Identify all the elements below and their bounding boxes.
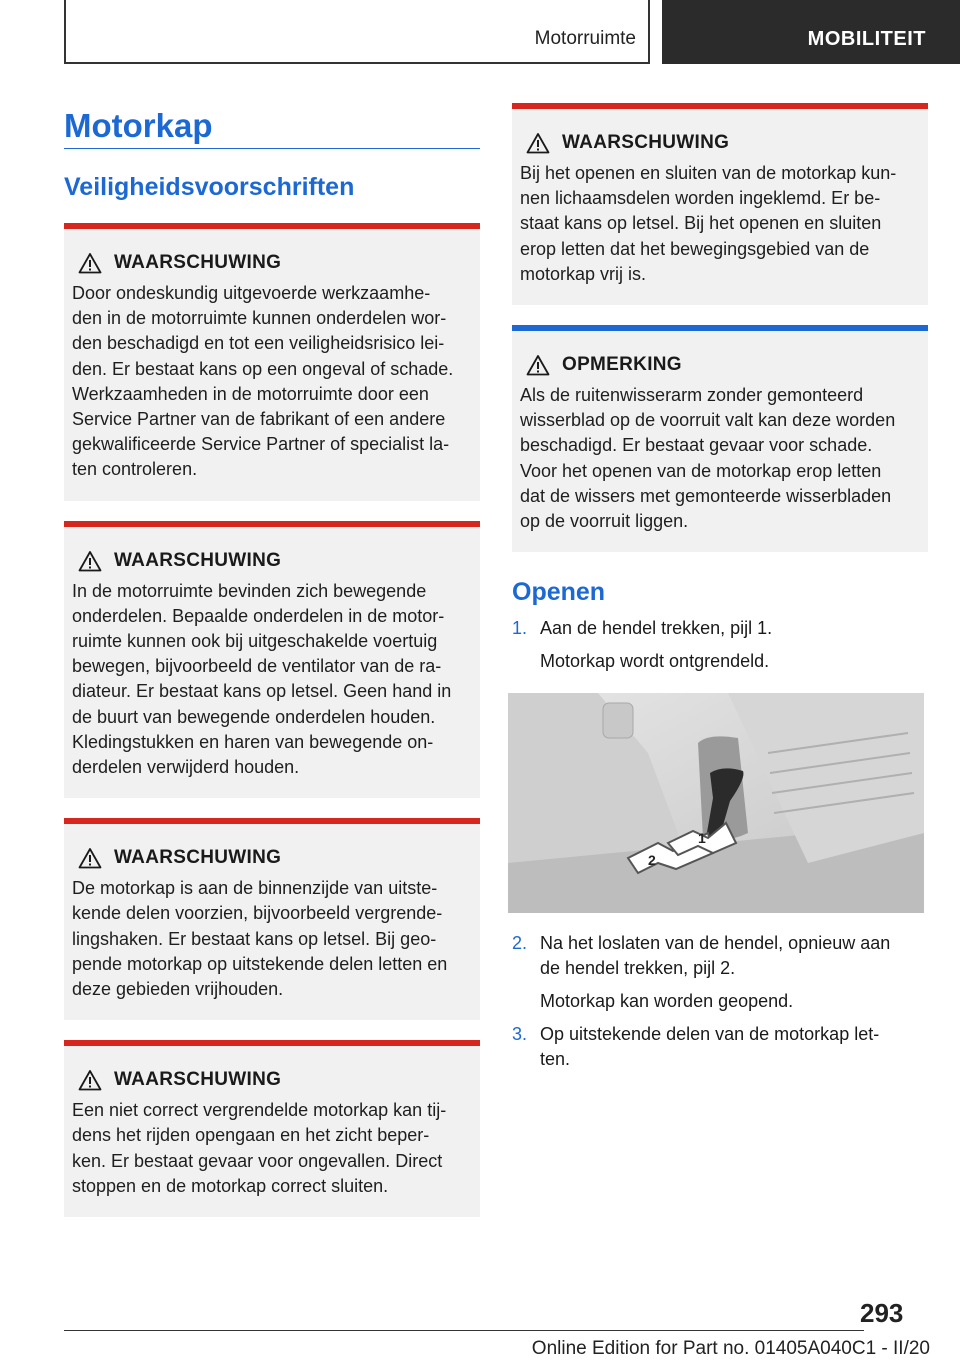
warning-title: WAARSCHUWING <box>562 132 730 153</box>
text-line: ten. <box>540 1049 571 1070</box>
header-chapter-tab <box>662 0 960 64</box>
section-heading: Veiligheidsvoorschriften <box>64 173 355 201</box>
text-line: Door ondeskundig uitgevoerde werkzaamhe- <box>72 283 431 303</box>
warning-header <box>64 1046 480 1094</box>
text-line: op de voorruit liggen. <box>520 511 689 532</box>
text-line: gekwalificeerde Service Partner of specialist la- <box>72 434 450 455</box>
step-item <box>512 616 928 641</box>
text-line: De motorkap is aan de binnenzijde van uitste- <box>72 878 438 899</box>
warning-box <box>64 521 480 799</box>
warning-title: WAARSCHUWING <box>114 549 282 571</box>
warning-text <box>64 872 480 1002</box>
warning-box <box>64 818 480 1020</box>
title-rule <box>64 148 480 149</box>
header-section-title: Motorruimte <box>534 28 636 49</box>
text-line: Werkzaamheden in de motorruimte door een <box>72 383 429 404</box>
text-line: Voor het openen van de motorkap erop letten <box>520 460 882 481</box>
warning-title: WAARSCHUWING <box>114 252 282 273</box>
text-line: erop letten dat het bewegingsgebied van de <box>520 238 870 259</box>
step-item <box>512 931 928 981</box>
hood-release-photo <box>508 693 924 913</box>
warning-header <box>64 824 480 872</box>
hood-release-illustration <box>508 693 924 913</box>
warning-text <box>64 575 480 781</box>
text-line: kende delen voorzien, bijvoorbeeld vergrende- <box>72 903 443 924</box>
text-line: dat de wissers met gemonteerde wisserbladen <box>520 485 892 506</box>
step-number: 2. <box>512 932 528 953</box>
text-line: lingshaken. Er bestaat kans op letsel. Bij geo- <box>72 928 437 949</box>
warning-header <box>64 229 480 277</box>
warning-box <box>512 103 928 305</box>
text-line: de hendel trekken, pijl 2. <box>540 957 736 978</box>
text-line: de buurt van bewegende onderdelen houden. <box>72 706 436 727</box>
steps-list <box>512 616 928 1072</box>
text-line: Als de ruitenwisserarm zonder gemonteerd <box>520 385 864 406</box>
right-column <box>512 100 928 1073</box>
warning-box <box>64 1040 480 1217</box>
text-line: stoppen en de motorkap correct sluiten. <box>72 1175 389 1196</box>
text-line: Kledingstukken en haren van bewegende on- <box>72 731 434 752</box>
step-number: 3. <box>512 1024 528 1045</box>
step-text <box>540 931 928 981</box>
warning-text <box>512 157 928 287</box>
step-text: Aan de hendel trekken, pijl 1. <box>540 618 773 639</box>
warning-triangle-icon <box>78 550 102 572</box>
step-result: Motorkap kan worden geopend. <box>540 991 794 1012</box>
note-text <box>512 379 928 534</box>
step-result: Motorkap wordt ontgrendeld. <box>540 651 770 672</box>
text-line: dens het rijden opengaan en het zicht beper- <box>72 1125 430 1146</box>
note-title: OPMERKING <box>562 354 682 376</box>
arrow-label-1: 1 <box>698 829 706 846</box>
text-line: wisserblad op de voorruit valt kan deze worden <box>520 410 896 431</box>
text-line: In de motorruimte bevinden zich bewegende <box>72 580 427 601</box>
warning-text <box>64 1094 480 1199</box>
text-line: ken. Er bestaat gevaar voor ongevallen. Direct <box>72 1150 443 1171</box>
header-right-border <box>648 0 650 64</box>
text-line: Na het loslaten van de hendel, opnieuw aan <box>540 932 891 953</box>
note-header <box>512 331 928 379</box>
text-line: den in de motorruimte kunnen onderdelen wor- <box>72 308 447 329</box>
warning-triangle-icon <box>78 252 102 274</box>
footer-rule <box>64 1330 864 1331</box>
warning-triangle-icon <box>78 847 102 869</box>
text-line: motorkap vrij is. <box>520 263 647 284</box>
text-line: Bij het openen en sluiten van de motorkap kun- <box>520 163 897 183</box>
text-line: ten controleren. <box>72 459 198 480</box>
text-line: bewegen, bijvoorbeeld de ventilator van de ra- <box>72 656 442 677</box>
page-title: Motorkap <box>64 107 213 144</box>
warning-title: WAARSCHUWING <box>114 847 282 869</box>
warning-title: WAARSCHUWING <box>114 1069 282 1091</box>
header-rule <box>64 62 650 64</box>
text-line: diateur. Er bestaat kans op letsel. Geen hand in <box>72 681 452 702</box>
warning-header <box>512 109 928 157</box>
text-line: Service Partner van de fabrikant of een andere <box>72 409 446 430</box>
section-heading-openen: Openen <box>512 578 606 607</box>
text-line: onderdelen. Bepaalde onderdelen in de motor- <box>72 605 445 626</box>
text-line: Op uitstekende delen van de motorkap let- <box>540 1024 880 1045</box>
header-chapter-label: MOBILITEIT <box>807 28 926 50</box>
text-line: beschadigd. Er bestaat gevaar voor schade. <box>520 435 873 456</box>
page-number: 293 <box>860 1298 904 1328</box>
text-line: nen lichaamsdelen worden ingeklemd. Er be- <box>520 188 881 209</box>
left-column <box>64 100 480 1217</box>
step-item <box>512 1022 928 1072</box>
arrow-label-2: 2 <box>648 851 656 868</box>
text-line: ruimte kunnen ook bij uitgeschakelde voertuig <box>72 631 438 652</box>
text-line: derdelen verwijderd houden. <box>72 757 300 778</box>
step-number: 1. <box>512 618 528 639</box>
step-text <box>540 1022 928 1072</box>
text-line: Een niet correct vergrendelde motorkap kan tij- <box>72 1100 447 1121</box>
footer-edition: Online Edition for Part no. 01405A040C1 - II/20 <box>531 1338 930 1359</box>
warning-triangle-icon <box>526 354 550 376</box>
warning-triangle-icon <box>78 1069 102 1091</box>
warning-header <box>64 527 480 575</box>
text-line: deze gebieden vrijhouden. <box>72 979 284 1000</box>
text-line: den beschadigd en tot een veiligheidsrisico lei- <box>72 333 445 354</box>
warning-box <box>64 223 480 501</box>
text-line: pende motorkap op uitstekende delen letten en <box>72 953 448 974</box>
warning-triangle-icon <box>526 132 550 154</box>
text-line: den. Er bestaat kans op een ongeval of schade. <box>72 358 454 379</box>
warning-text <box>64 277 480 483</box>
text-line: staat kans op letsel. Bij het openen en sluiten <box>520 213 882 234</box>
note-box <box>512 325 928 552</box>
